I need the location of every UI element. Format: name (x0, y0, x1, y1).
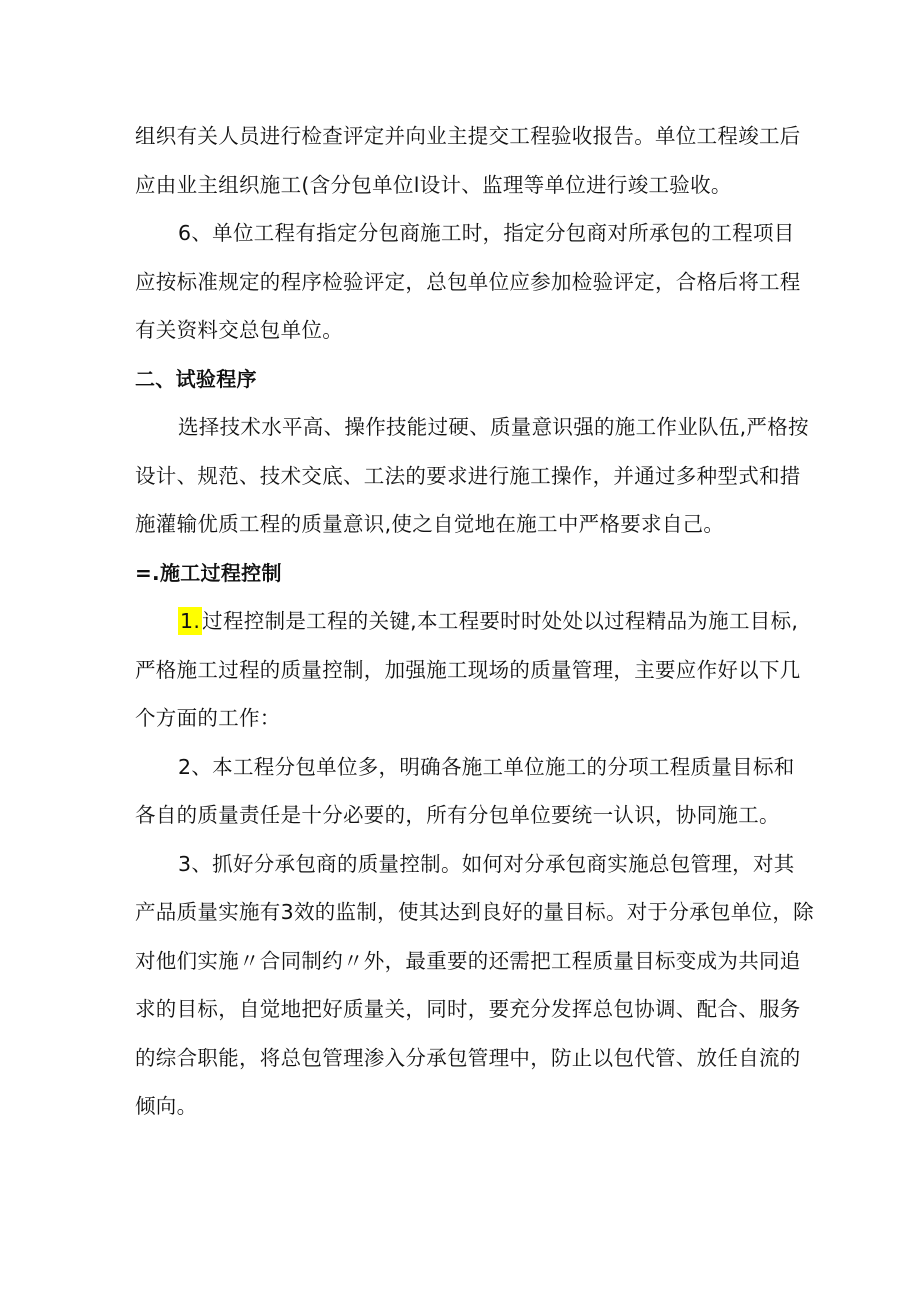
text-line (135, 597, 799, 646)
paragraph-item-2 (135, 743, 795, 840)
text-line: 对他们实施〃合同制约〃外，最重要的还需把工程质量目标变成为共同追 (135, 948, 801, 973)
text-line: 有关资料交总包单位。 (135, 318, 343, 342)
text-line: 3、抓好分承包商的质量控制。如何对分承包商实施总包管理，对其 (178, 851, 795, 876)
text-line: 个方面的工作： (135, 706, 281, 730)
text-line: 产品质量实施有3效的监制，使其达到良好的量目标。对于分承包单位，除 (135, 900, 814, 924)
text-line: 组织有关人员进行检查评定并向业主提交工程验收报告。单位工程竣工后 (135, 124, 801, 148)
text-line: 应由业主组织施工(含分包单位l设计、监理等单位进行竣工验收。 (135, 172, 732, 197)
paragraph-continued (135, 112, 801, 209)
text-line: 6、单位工程有指定分包商施工时，指定分包商对所承包的工程项目 (178, 221, 795, 245)
paragraph-test-procedure (135, 403, 809, 549)
text-line: 设计、规范、技术交底、工法的要求进行施工操作，并通过多种型式和措 (135, 463, 801, 488)
paragraph-item-1 (135, 597, 801, 743)
paragraph-item-6 (135, 209, 801, 355)
text-line: 的综合职能，将总包管理渗入分承包管理中，防止以包代管、放任自流的 (135, 1045, 801, 1070)
text-line: 选择技术水平高、操作技能过硬、质量意识强的施工作业队伍,严格按 (178, 415, 809, 439)
document-body (135, 112, 814, 1131)
highlighted-item-number: 1. (180, 609, 201, 633)
text-segment: 过程控制是工程的关键,本工程要时时处处以过程精品为施工目标, (202, 609, 799, 633)
text-line: 施灌输优质工程的质量意识,使之自觉地在施工中严格要求自己。 (135, 512, 725, 536)
text-line: 2、本工程分包单位多，明确各施工单位施工的分项工程质量目标和 (178, 754, 795, 779)
paragraph-item-3 (135, 840, 814, 1131)
text-line: 各自的质量责任是十分必要的，所有分包单位要统一认识，协同施工。 (135, 803, 780, 827)
section-heading-test-procedure: 二、试验程序 (135, 366, 257, 391)
text-line: 求的目标，自觉地把好质量关，同时，要充分发挥总包协调、配合、服务 (135, 997, 801, 1021)
text-line: 倾向。 (135, 1094, 198, 1118)
section-heading-process-control: =.施工过程控制 (135, 560, 282, 585)
text-line: 应按标准规定的程序检验评定，总包单位应参加检验评定，合格后将工程 (135, 269, 801, 294)
text-line: 严格施工过程的质量控制，加强施工现场的质量管理，主要应作好以下几 (135, 657, 801, 682)
